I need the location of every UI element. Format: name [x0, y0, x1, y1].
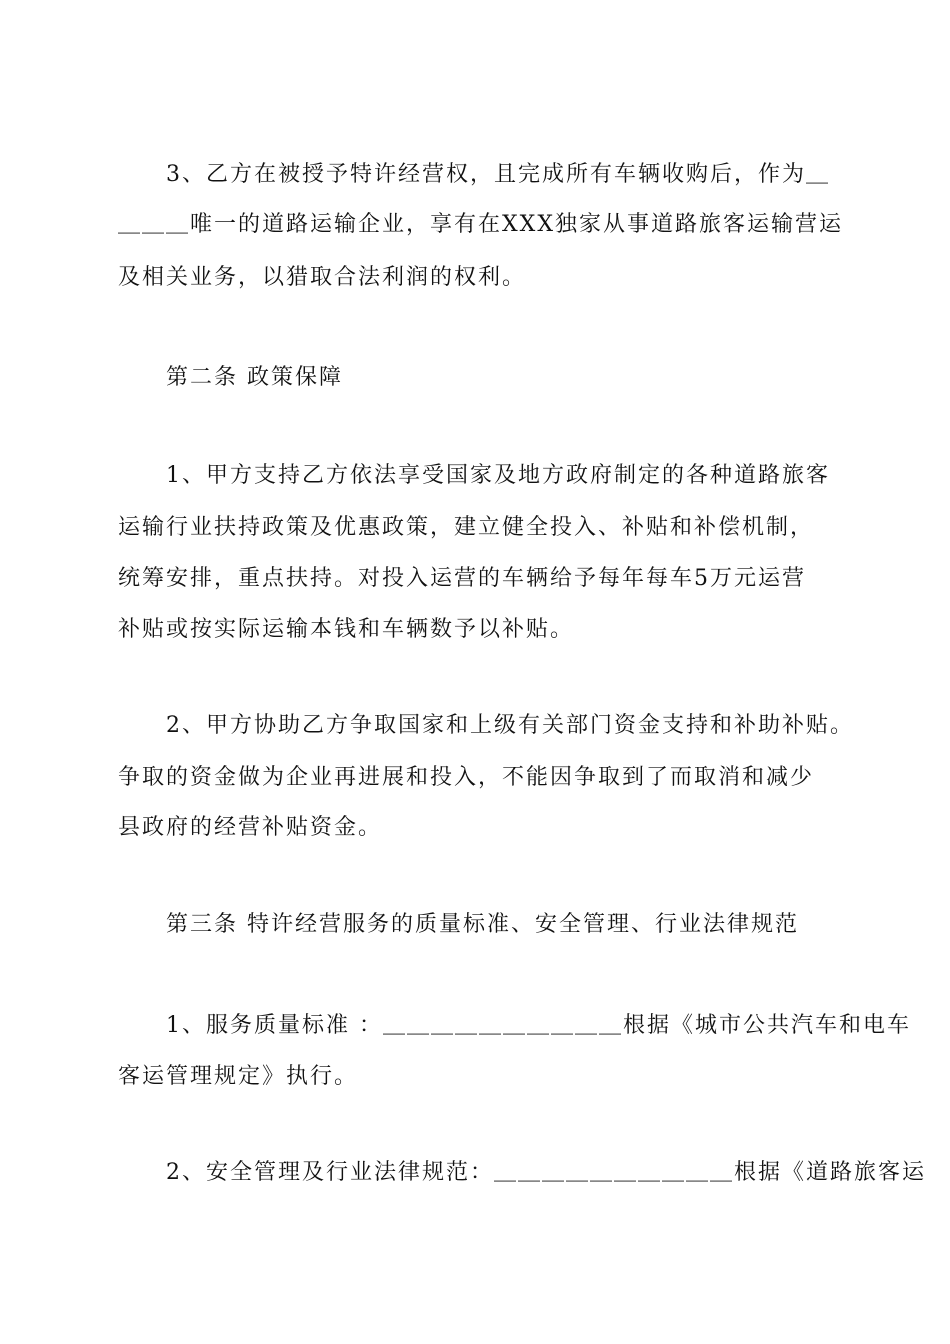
text-line-8: 补贴或按实际运输本钱和车辆数予以补贴。 [118, 617, 575, 642]
section-heading-3: 第三条 特许经营服务的质量标准、安全管理、行业法律规范 [166, 912, 799, 937]
text-line-7: 统筹安排，重点扶持。对投入运营的车辆给予每年每车5万元运营 [118, 566, 806, 591]
text-line-2: ＿＿＿唯一的道路运输企业，享有在XXX独家从事道路旅客运输营运 [118, 212, 843, 237]
text-line-5: 1、甲方支持乙方依法享受国家及地方政府制定的各种道路旅客 [166, 463, 830, 488]
text-line-13: 1、服务质量标准 ：＿＿＿＿＿＿＿＿＿＿根据《城市公共汽车和电车 [166, 1013, 911, 1038]
text-line-1: 3、乙方在被授予特许经营权，且完成所有车辆收购后，作为＿ [166, 162, 830, 187]
text-line-6: 运输行业扶持政策及优惠政策，建立健全投入、补贴和补偿机制， [118, 515, 815, 540]
text-line-14: 客运管理规定》执行。 [118, 1064, 359, 1089]
text-line-3: 及相关业务，以猎取合法利润的权利。 [118, 265, 527, 290]
text-line-11: 县政府的经营补贴资金。 [118, 815, 383, 840]
text-line-15: 2、安全管理及行业法律规范：＿＿＿＿＿＿＿＿＿＿根据《道路旅客运 [166, 1160, 926, 1185]
section-heading-2: 第二条 政策保障 [166, 365, 343, 390]
text-line-9: 2、甲方协助乙方争取国家和上级有关部门资金支持和补助补贴。 [166, 713, 854, 738]
text-line-10: 争取的资金做为企业再进展和投入，不能因争取到了而取消和减少 [118, 765, 815, 790]
